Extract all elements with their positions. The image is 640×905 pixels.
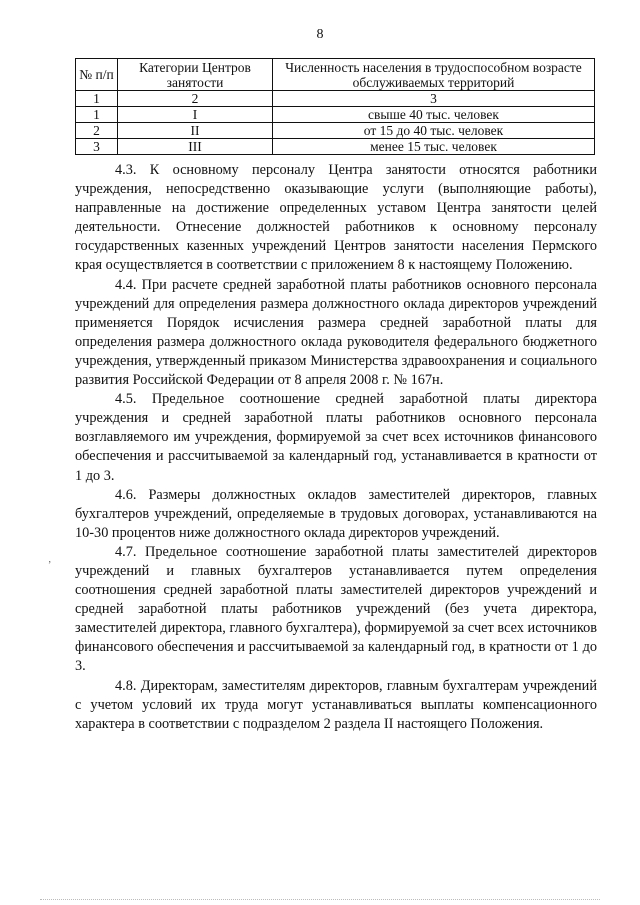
employment-centers-table — [75, 58, 595, 155]
table-row — [76, 139, 595, 155]
table-row — [76, 107, 595, 123]
table-header-row — [76, 59, 595, 91]
table-row — [76, 123, 595, 139]
row-num: 3 — [76, 139, 118, 155]
paragraph-4-5: 4.5. Предельное соотношение средней заработной платы директора учреждения и средней заработной платы работников основного персонала возглавляемого им учреждения, формируемой за счет всех источников финансового обеспечения и рассчитываемой за календарный год, устанавливается в кратности от 1 до 3. — [75, 391, 597, 484]
header-category: Категории Центров занятости — [118, 59, 273, 91]
header-population: Численность населения в трудоспособном возрасте обслуживаемых территорий — [273, 59, 595, 91]
row-category: III — [118, 139, 273, 155]
scan-edge-line — [40, 899, 600, 900]
paragraph-4-6: 4.6. Размеры должностных окладов заместителей директоров, главных бухгалтеров учреждений, определяемые в трудовых договорах, устанавливаются на 10-30 процентов ниже должностного оклада директоров учреждений. — [75, 486, 597, 541]
index-cell: 2 — [118, 91, 273, 107]
row-category: I — [118, 107, 273, 123]
page-number: 8 — [316, 27, 324, 42]
row-category: II — [118, 123, 273, 139]
scan-artifact-mark: ʼ — [48, 560, 52, 571]
paragraph-4-7: 4.7. Предельное соотношение заработной платы заместителей директоров учреждений и главных бухгалтеров устанавливается путем определения соотношения средней заработной платы заместителей директоров учреждений и средней заработной платы работников учреждений (без учета директора, заместителей директора, главного бухгалтера), формируемой за счет всех источников финансового обеспечения и рассчитываемой за календарный год, в кратности от 1 до 3. — [75, 543, 597, 675]
table-index-row — [76, 91, 595, 107]
row-num: 2 — [76, 123, 118, 139]
paragraph-4-3: 4.3. К основному персоналу Центра занятости относятся работники учреждения, непосредственно оказывающие услуги (выполняющие работы), направленные на достижение определенных уставом Центра занятости целей деятельности. Отнесение должностей работников к основному персоналу государственных казенных учреждений Центров занятости населения Пермского края осуществляется в соответствии с приложением 8 к настоящему Положению. — [75, 162, 597, 274]
row-population: от 15 до 40 тыс. человек — [273, 123, 595, 139]
row-population: менее 15 тыс. человек — [273, 139, 595, 155]
index-cell: 1 — [76, 91, 118, 107]
document-body — [75, 161, 597, 734]
paragraph-4-8: 4.8. Директорам, заместителям директоров, главным бухгалтерам учреждений с учетом условий их труда могут устанавливаться выплаты компенсационного характера в соответствии с подразделом 2 раздела II настоящего Положения. — [75, 677, 597, 732]
paragraph-4-4: 4.4. При расчете средней заработной платы работников основного персонала учреждений для определения размера должностного оклада директоров учреждений применяется Порядок исчисления размера средней заработной платы для определения размера должностного оклада руководителя федерального бюджетного учреждения, утвержденный приказом Министерства здравоохранения и социального развития Российской Федерации от 8 апреля 2008 г. № 167н. — [75, 276, 597, 389]
header-num: № п/п — [76, 59, 118, 91]
row-population: свыше 40 тыс. человек — [273, 107, 595, 123]
index-cell: 3 — [273, 91, 595, 107]
row-num: 1 — [76, 107, 118, 123]
